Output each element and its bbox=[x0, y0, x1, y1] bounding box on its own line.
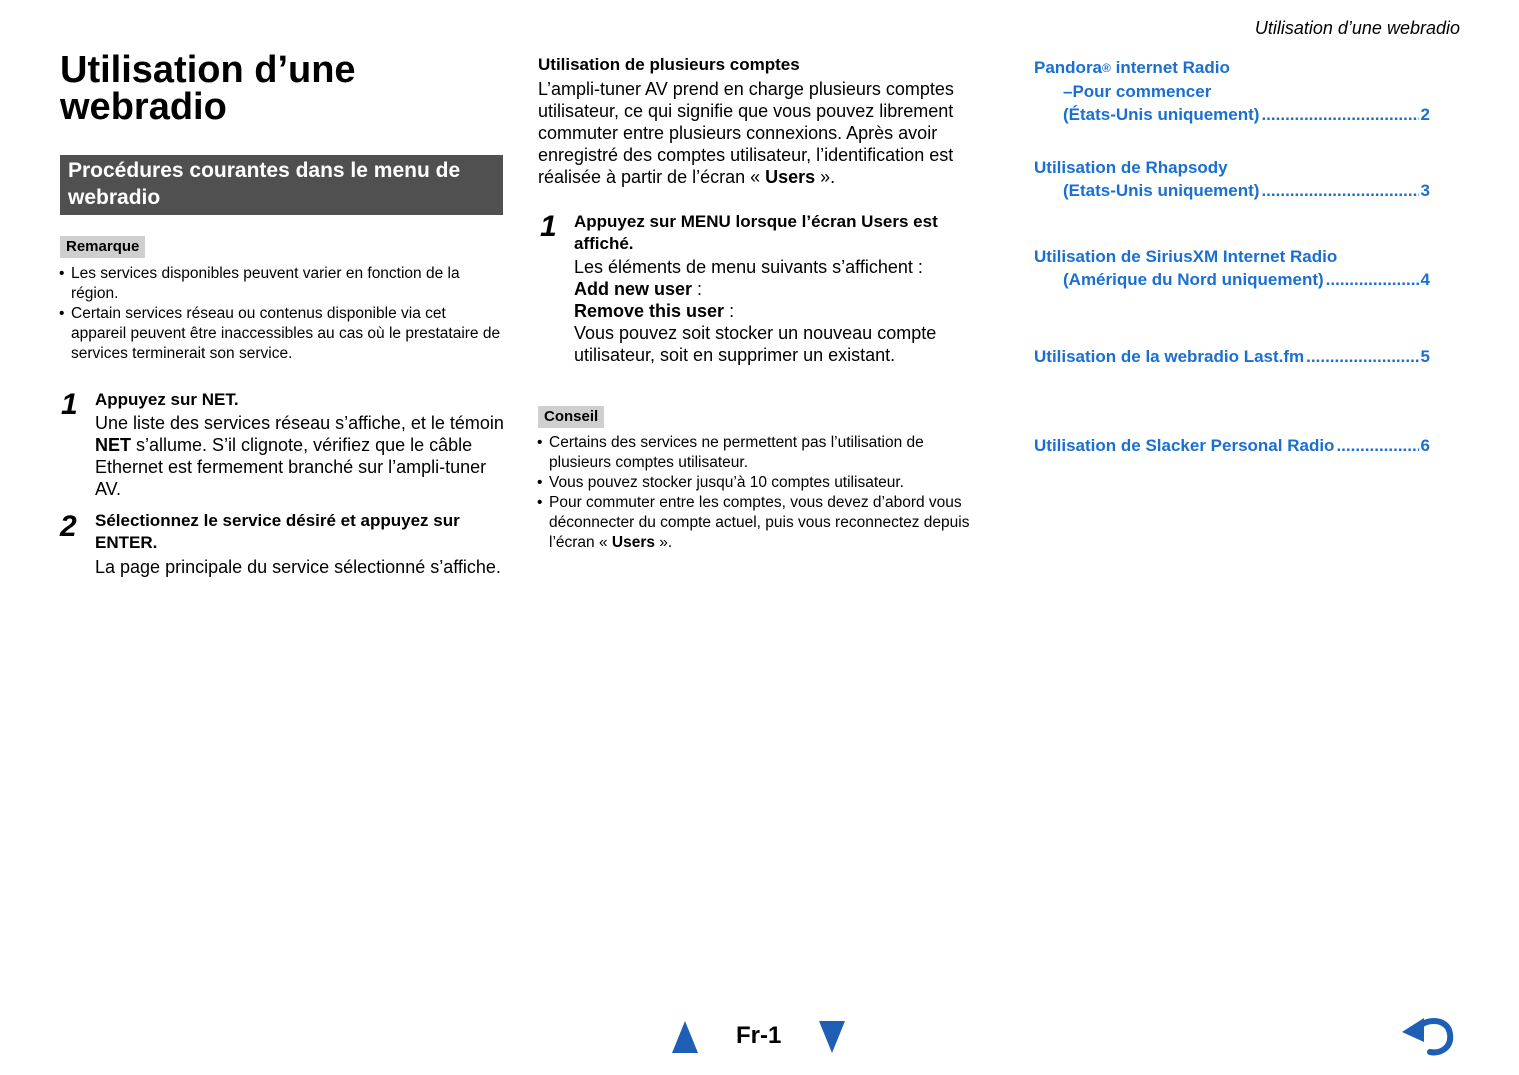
list-item: • Certains des services ne permettent pas l’utilisation de plusieurs comptes utilisateur. bbox=[537, 433, 982, 473]
section-bar bbox=[60, 155, 503, 215]
step-body: Une liste des services réseau s’affiche, et le témoin NET s’allume. S’il clignote, vérifiez que le câble Ethernet est fermement branché sur l’ampli-tuner AV. bbox=[95, 413, 504, 499]
toc-link-rhapsody[interactable]: Utilisation de Rhapsody (Etats-Unis uniquement) ..... 3 bbox=[1034, 156, 1430, 202]
list-item: • Les services disponibles peuvent varier en fonction de la région. bbox=[59, 264, 504, 304]
step-heading: Appuyez sur NET. bbox=[95, 390, 239, 409]
remarque-label: Remarque bbox=[60, 236, 145, 258]
step-body: La page principale du service sélectionné s’affiche. bbox=[95, 557, 501, 577]
conseil-label: Conseil bbox=[538, 406, 604, 428]
step-heading: Appuyez sur MENU lorsque l’écran Users est affiché. bbox=[574, 212, 938, 253]
page-title: Utilisation d’une webradio bbox=[60, 49, 356, 128]
toc-page-number: 4 bbox=[1420, 270, 1430, 289]
remarque-list bbox=[59, 264, 504, 364]
toc-link-lastfm[interactable]: Utilisation de la webradio Last.fm ..... 5 bbox=[1034, 345, 1430, 368]
subsection-heading: Utilisation de plusieurs comptes bbox=[538, 55, 800, 74]
conseil-list bbox=[537, 433, 982, 553]
back-return-icon[interactable] bbox=[1402, 1012, 1456, 1056]
step-body: Les éléments de menu suivants s’affichent : Add new user : Remove this user : Vous pouvez soit stocker un nouveau compte utilisateur, soit en supprimer un existant. bbox=[574, 257, 937, 365]
page-number: Fr-1 bbox=[736, 1022, 782, 1049]
previous-page-arrow-icon[interactable] bbox=[672, 1021, 698, 1053]
toc-page-number: 3 bbox=[1420, 181, 1430, 200]
toc-page-number: 6 bbox=[1420, 436, 1430, 455]
toc-link-siriusxm[interactable]: Utilisation de SiriusXM Internet Radio (Amérique du Nord uniquement) ..... 4 bbox=[1034, 245, 1430, 291]
list-item: • Vous pouvez stocker jusqu’à 10 comptes utilisateur. bbox=[537, 473, 982, 493]
toc-page-number: 5 bbox=[1420, 347, 1430, 366]
toc-link-slacker[interactable]: Utilisation de Slacker Personal Radio ..... 6 bbox=[1034, 434, 1430, 457]
list-item: • Pour commuter entre les comptes, vous devez d’abord vous déconnecter du compte actuel, puis vous reconnectez depuis l’écran « Users ». bbox=[537, 493, 982, 553]
step-number: 1 bbox=[61, 388, 78, 421]
intro-paragraph: L’ampli-tuner AV prend en charge plusieurs comptes utilisateur, ce qui signifie que vous pouvez librement commuter entre plusieurs connexions. Après avoir enregistré des comptes utilisateur, l’identification est réalisée à partir de l’écran « Users ». bbox=[538, 79, 954, 187]
menu-option-add-user: Add new user bbox=[574, 279, 693, 299]
list-item: • Certain services réseau ou contenus disponible via cet appareil peuvent être inaccessibles au cas où le prestataire de services terminerait son service. bbox=[59, 304, 504, 364]
step-number: 1 bbox=[540, 210, 557, 243]
section-title: Procédures courantes dans le menu de webradio bbox=[68, 159, 461, 209]
running-header: Utilisation d’une webradio bbox=[1254, 18, 1460, 38]
step-heading: Sélectionnez le service désiré et appuyez sur ENTER. bbox=[95, 511, 460, 552]
menu-option-remove-user: Remove this user bbox=[574, 301, 725, 321]
next-page-arrow-icon[interactable] bbox=[819, 1021, 845, 1053]
toc-page-number: 2 bbox=[1420, 105, 1430, 124]
toc-link-pandora[interactable]: Pandora® internet Radio –Pour commencer (États-Unis uniquement) ..... 2 bbox=[1034, 56, 1430, 126]
step-number: 2 bbox=[60, 510, 77, 543]
